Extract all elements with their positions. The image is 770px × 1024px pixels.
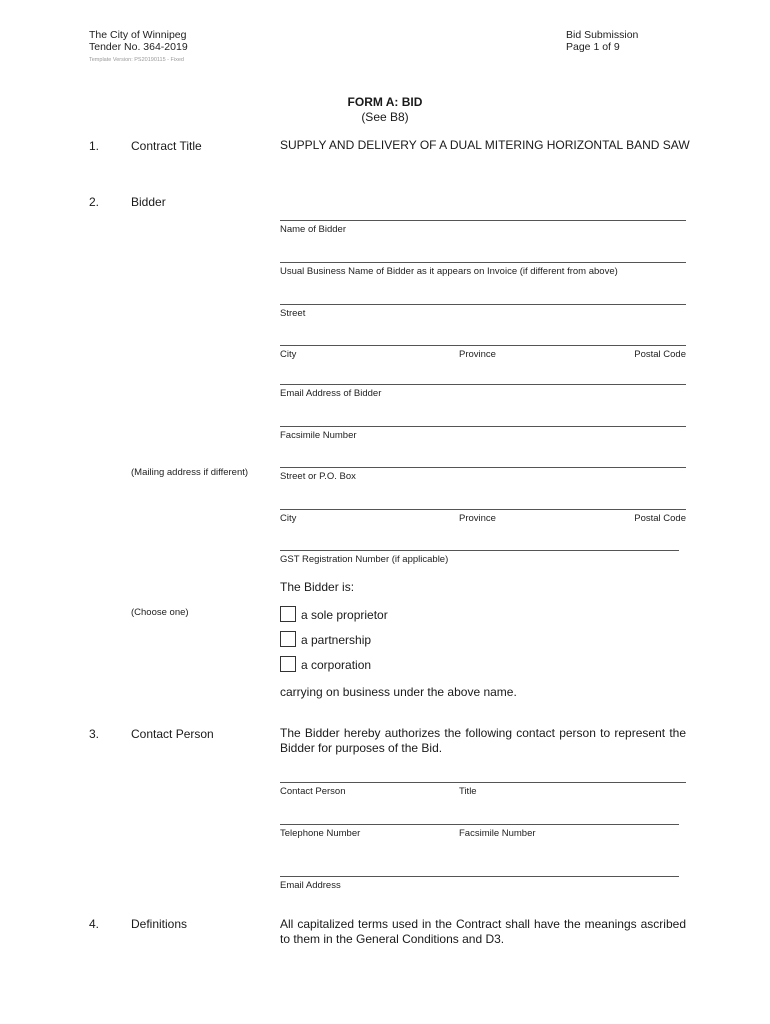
header-tender-number: Tender No. 364-2019 — [89, 41, 188, 53]
corporation-label: a corporation — [301, 658, 372, 672]
name-of-bidder-line[interactable] — [280, 220, 686, 221]
contact-fax-label: Facsimile Number — [459, 828, 536, 839]
contact-authorization-text: The Bidder hereby authorizes the following contact person to represent the Bidder for purposes of the Bid. — [280, 726, 686, 755]
postal-code-label: Postal Code — [634, 349, 686, 360]
email-line[interactable] — [280, 384, 686, 385]
city-province-postal-line[interactable] — [280, 345, 686, 346]
section-1-label: Contract Title — [131, 139, 202, 153]
po-box-label: Street or P.O. Box — [280, 471, 356, 482]
po-box-line[interactable] — [280, 467, 686, 468]
city-label: City — [280, 349, 297, 360]
section-4-number: 4. — [89, 917, 100, 931]
contact-person-title-line[interactable] — [280, 782, 686, 783]
section-1-number: 1. — [89, 139, 100, 153]
contact-title-label: Title — [459, 786, 477, 797]
usual-business-name-line[interactable] — [280, 262, 686, 263]
mailing-city-line[interactable] — [280, 509, 686, 510]
mailing-address-note: (Mailing address if different) — [131, 467, 249, 478]
definitions-text: All capitalized terms used in the Contract shall have the meanings ascribed to them in the General Conditions and D3. — [280, 917, 686, 946]
telephone-fax-line[interactable] — [280, 824, 679, 825]
email-label: Email Address of Bidder — [280, 388, 382, 399]
contact-email-label: Email Address — [280, 880, 341, 891]
corporation-checkbox[interactable] — [280, 656, 296, 672]
header-doc-type: Bid Submission — [566, 29, 639, 41]
section-3-number: 3. — [89, 727, 100, 741]
header-org: The City of Winnipeg — [89, 29, 187, 41]
mailing-postal-code-label: Postal Code — [634, 513, 686, 524]
mailing-city-label: City — [280, 513, 297, 524]
fax-label: Facsimile Number — [280, 430, 357, 441]
carrying-on-business-text: carrying on business under the above name. — [280, 685, 517, 699]
header-page-number: Page 1 of 9 — [566, 41, 620, 53]
contact-email-line[interactable] — [280, 876, 679, 877]
contract-title-value: SUPPLY AND DELIVERY OF A DUAL MITERING HORIZONTAL BAND SAW — [280, 138, 690, 152]
form-subtitle: (See B8) — [361, 110, 409, 124]
contact-person-label: Contact Person — [280, 786, 346, 797]
section-4-label: Definitions — [131, 917, 188, 931]
name-of-bidder-label: Name of Bidder — [280, 224, 347, 235]
header-template-version: Template Version: PS20190115 - Fixed — [89, 57, 184, 63]
section-2-label: Bidder — [131, 195, 166, 209]
fax-line[interactable] — [280, 426, 686, 427]
choose-one-note: (Choose one) — [131, 607, 189, 618]
telephone-number-label: Telephone Number — [280, 828, 361, 839]
gst-label: GST Registration Number (if applicable) — [280, 554, 449, 565]
usual-business-name-label: Usual Business Name of Bidder as it appears on Invoice (if different from above) — [280, 266, 618, 277]
street-label: Street — [280, 308, 306, 319]
province-label: Province — [459, 349, 496, 360]
partnership-label: a partnership — [301, 633, 372, 647]
sole-proprietor-checkbox[interactable] — [280, 606, 296, 622]
street-line[interactable] — [280, 304, 686, 305]
gst-line[interactable] — [280, 550, 679, 551]
sole-proprietor-label: a sole proprietor — [301, 608, 388, 622]
partnership-checkbox[interactable] — [280, 631, 296, 647]
section-2-number: 2. — [89, 195, 100, 209]
bidder-is-label: The Bidder is: — [280, 580, 355, 594]
section-3-label: Contact Person — [131, 727, 214, 741]
mailing-province-label: Province — [459, 513, 496, 524]
form-title: FORM A: BID — [347, 95, 423, 109]
